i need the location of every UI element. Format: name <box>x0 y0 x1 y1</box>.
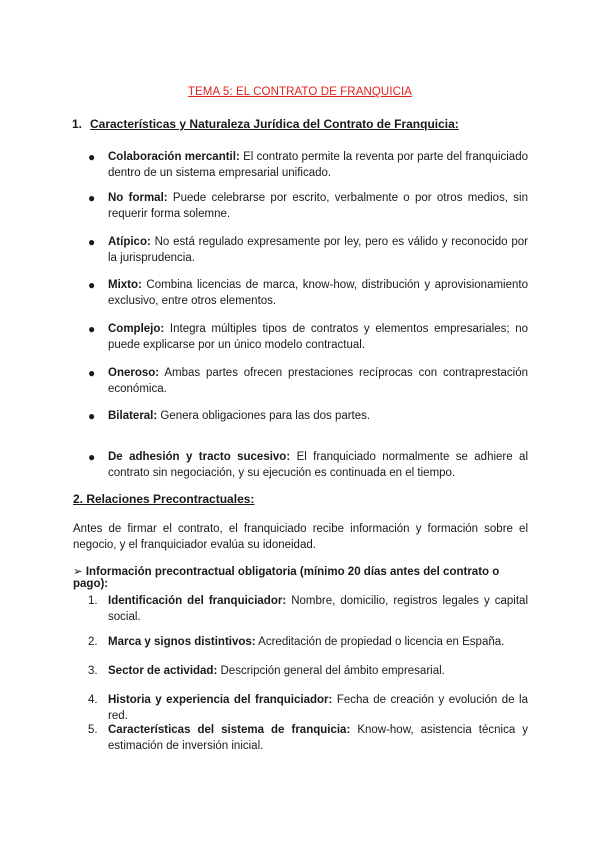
item-term: Mixto: <box>108 279 142 291</box>
list-item <box>88 149 528 181</box>
item-term: Colaboración mercantil: <box>108 151 240 163</box>
list-item <box>88 321 528 353</box>
item-term: Oneroso: <box>108 367 160 379</box>
bullet-icon: ● <box>88 191 96 205</box>
item-text: Descripción general del ámbito empresarial. <box>217 665 445 677</box>
item-text: Know-how, asistencia técnica y estimación de inversión inicial. <box>108 724 529 752</box>
section-1-heading <box>72 117 459 131</box>
item-term: Sector de actividad: <box>108 665 218 677</box>
item-number: 1. <box>88 595 98 607</box>
item-text: Combina licencias de marca, know-how, distribución y aprovisionamiento exclusivo, entre otros elementos. <box>108 279 528 307</box>
section-2-paragraph: Antes de firmar el contrato, el franquiciado recibe información y formación sobre el negocio, y el franquiciador evalúa su idoneidad. <box>73 523 528 551</box>
list-item <box>88 277 528 309</box>
item-text: Fecha de creación y evolución de la red. <box>108 694 528 722</box>
item-term: Atípico: <box>108 236 151 248</box>
document-title: TEMA 5: EL CONTRATO DE FRANQUICIA <box>187 86 413 98</box>
list-item <box>88 365 528 397</box>
item-text: Ambas partes ofrecen prestaciones recíprocas con contraprestación económica. <box>108 367 528 395</box>
item-text: Nombre, domicilio, registros legales y capital social. <box>108 595 529 623</box>
numbered-item <box>88 663 528 679</box>
numbered-item <box>88 692 528 724</box>
bullet-icon: ● <box>88 450 96 464</box>
item-term: Bilateral: <box>108 410 158 422</box>
list-item <box>88 190 529 222</box>
bullet-icon: ● <box>88 366 96 380</box>
list-item <box>88 234 528 266</box>
section-1-number: 1. <box>72 117 83 131</box>
item-text: El franquiciado normalmente se adhiere al contrato sin negociación, y su ejecución es continuada en el tiempo. <box>108 451 528 479</box>
numbered-item <box>88 593 529 625</box>
item-term: De adhesión y tracto sucesivo: <box>108 451 291 463</box>
item-number: 3. <box>88 665 98 677</box>
numbered-item <box>88 634 528 650</box>
item-text: Acreditación de propiedad o licencia en España. <box>255 636 505 648</box>
item-text: Puede celebrarse por escrito, verbalmente o por otros medios, sin requerir forma solemne. <box>108 192 529 220</box>
section-2-heading: 2. Relaciones Precontractuales: <box>73 492 255 506</box>
item-term: Marca y signos distintivos: <box>108 636 256 648</box>
item-text: Integra múltiples tipos de contratos y elementos empresariales; no puede explicarse por un único modelo contractual. <box>108 323 528 351</box>
item-text: El contrato permite la reventa por parte del franquiciado dentro de un sistema empresarial unificado. <box>108 151 528 179</box>
item-term: Historia y experiencia del franquiciador: <box>108 694 333 706</box>
item-text: Genera obligaciones para las dos partes. <box>157 410 371 422</box>
list-item <box>88 449 528 481</box>
bullet-icon: ● <box>88 150 96 164</box>
list-item <box>88 408 528 424</box>
item-number: 5. <box>88 724 98 736</box>
bullet-icon: ● <box>88 235 96 249</box>
numbered-item <box>88 722 529 754</box>
bullet-icon: ● <box>88 409 96 423</box>
item-term: No formal: <box>108 192 168 204</box>
item-number: 2. <box>88 636 98 648</box>
item-term: Identificación del franquiciador: <box>108 595 287 607</box>
bullet-icon: ● <box>88 278 96 292</box>
item-term: Complejo: <box>108 323 165 335</box>
item-term: Características del sistema de franquicia: <box>108 724 351 736</box>
precontractual-info-heading: ➢ Información precontractual obligatoria (mínimo 20 días antes del contrato o pago): <box>73 566 500 590</box>
item-text: No está regulado expresamente por ley, pero es válido y reconocido por la jurisprudencia. <box>108 236 528 264</box>
section-1-heading-text: Características y Naturaleza Jurídica del Contrato de Franquicia: <box>90 117 459 131</box>
item-number: 4. <box>88 694 98 706</box>
bullet-icon: ● <box>88 322 96 336</box>
